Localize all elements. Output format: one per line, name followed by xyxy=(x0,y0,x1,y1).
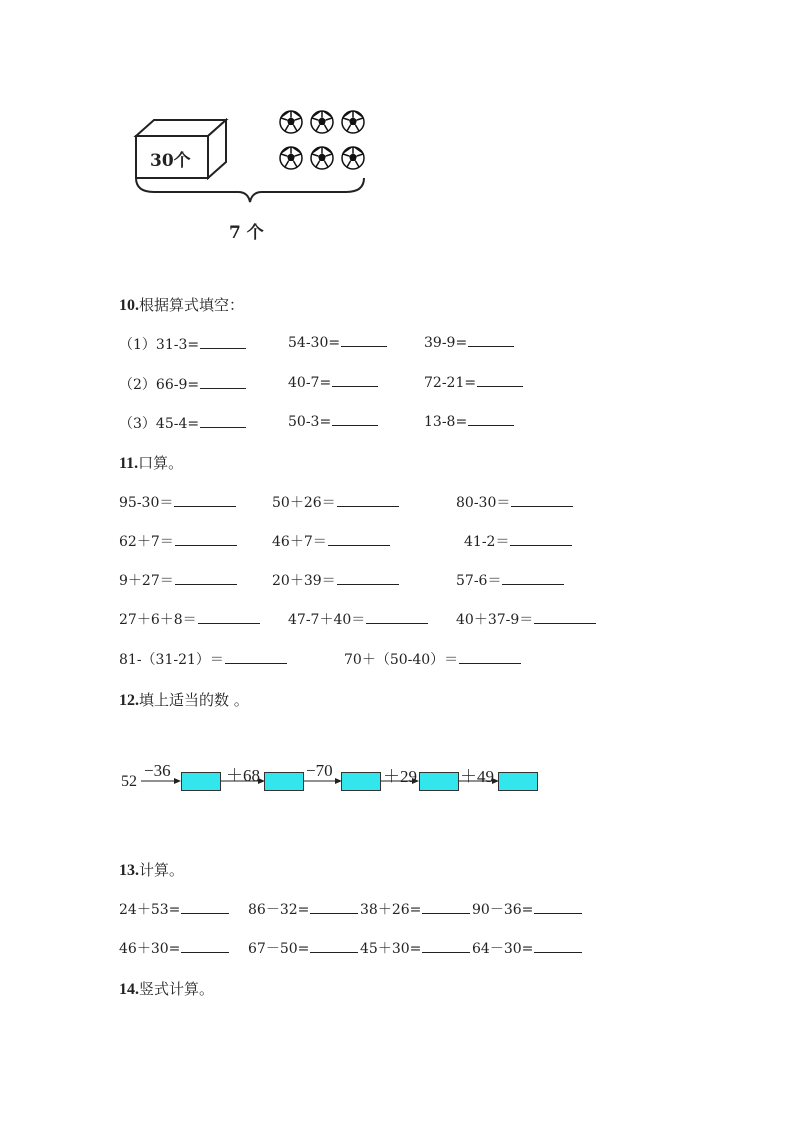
answer-blank[interactable] xyxy=(502,572,564,585)
answer-blank[interactable] xyxy=(328,533,390,546)
question-13-title xyxy=(119,859,184,880)
answer-box[interactable] xyxy=(264,772,304,791)
equation-item: 27＋6＋8＝ xyxy=(119,609,260,629)
answer-box[interactable] xyxy=(341,772,381,791)
answer-blank[interactable] xyxy=(200,415,246,428)
question-number: 12. xyxy=(119,692,139,709)
equation-item: 40-7= xyxy=(288,374,378,391)
equation-item: 54-30= xyxy=(288,334,387,351)
answer-box[interactable] xyxy=(419,772,459,791)
equation-item: 50＋26＝ xyxy=(272,492,399,512)
total-label: 7 个 xyxy=(229,223,264,243)
soccer-ball-icon xyxy=(341,146,365,170)
answer-blank[interactable] xyxy=(534,940,582,953)
soccer-ball-icon xyxy=(341,110,365,134)
answer-blank[interactable] xyxy=(468,334,514,347)
answer-blank[interactable] xyxy=(175,572,237,585)
equation-item: （2）66-9= xyxy=(119,374,246,394)
answer-blank[interactable] xyxy=(468,413,514,426)
question-14-title xyxy=(119,978,214,999)
answer-blank[interactable] xyxy=(332,413,378,426)
answer-blank[interactable] xyxy=(181,901,229,914)
answer-blank[interactable] xyxy=(459,651,521,664)
equation-item: 39-9= xyxy=(424,334,514,351)
equation-item: 90－36= xyxy=(472,899,582,919)
answer-blank[interactable] xyxy=(200,376,246,389)
curly-brace-icon xyxy=(134,176,366,206)
question-text: 填上适当的数 。 xyxy=(139,691,249,709)
answer-blank[interactable] xyxy=(534,901,582,914)
question-number: 11. xyxy=(119,455,139,472)
question-text: 竖式计算。 xyxy=(139,980,215,998)
answer-blank[interactable] xyxy=(477,374,523,387)
answer-blank[interactable] xyxy=(422,940,470,953)
answer-blank[interactable] xyxy=(310,940,358,953)
equation-item: 95-30＝ xyxy=(119,492,236,512)
answer-blank[interactable] xyxy=(511,494,573,507)
answer-blank[interactable] xyxy=(181,940,229,953)
question-11-title xyxy=(119,452,183,473)
question-number: 14. xyxy=(119,981,139,998)
equation-item: 62＋7＝ xyxy=(119,531,237,551)
equation-item: 46＋30= xyxy=(119,938,229,958)
answer-box[interactable] xyxy=(181,772,221,791)
answer-box[interactable] xyxy=(498,772,538,791)
equation-item: 13-8= xyxy=(424,413,514,430)
equation-item: 67－50= xyxy=(248,938,358,958)
equation-item: 80-30＝ xyxy=(456,492,573,512)
equation-item: 24＋53= xyxy=(119,899,229,919)
answer-blank[interactable] xyxy=(200,336,246,349)
answer-blank[interactable] xyxy=(198,611,260,624)
answer-blank[interactable] xyxy=(422,901,470,914)
answer-blank[interactable] xyxy=(225,651,287,664)
question-number: 13. xyxy=(119,862,139,879)
answer-blank[interactable] xyxy=(341,334,387,347)
equation-item: 40＋37-9＝ xyxy=(456,609,596,629)
chain-operation: ＋68 xyxy=(226,766,260,785)
answer-blank[interactable] xyxy=(337,494,399,507)
equation-item: 41-2＝ xyxy=(464,531,572,551)
equation-item: 64－30= xyxy=(472,938,582,958)
equation-item: 70＋（50-40）＝ xyxy=(344,649,521,669)
equation-item: （1）31-3= xyxy=(119,334,246,354)
answer-blank[interactable] xyxy=(332,374,378,387)
question-10-title xyxy=(119,294,244,315)
answer-blank[interactable] xyxy=(534,611,596,624)
soccer-ball-icon xyxy=(310,110,334,134)
question-number: 10. xyxy=(119,297,139,314)
soccer-ball-icon xyxy=(279,110,303,134)
equation-item: （3）45-4= xyxy=(119,413,246,433)
chain-operation: ＋49 xyxy=(460,767,494,786)
chain-operation: ＋29 xyxy=(383,767,417,786)
question-text: 计算。 xyxy=(139,861,185,879)
answer-blank[interactable] xyxy=(366,611,428,624)
box-label: 30个 xyxy=(150,151,191,171)
equation-item: 81-（31-21）＝ xyxy=(119,649,287,669)
answer-blank[interactable] xyxy=(174,494,236,507)
equation-item: 50-3= xyxy=(288,413,378,430)
chain-operation: −70 xyxy=(306,761,333,780)
equation-item: 46＋7＝ xyxy=(272,531,390,551)
equation-item: 9＋27＝ xyxy=(119,570,237,590)
answer-blank[interactable] xyxy=(510,533,572,546)
soccer-ball-icon xyxy=(310,146,334,170)
answer-blank[interactable] xyxy=(175,533,237,546)
chain-operation: −36 xyxy=(144,761,171,780)
answer-blank[interactable] xyxy=(337,572,399,585)
equation-item: 38＋26= xyxy=(360,899,470,919)
chain-start-number: 52 xyxy=(121,773,137,790)
question-text: 口算。 xyxy=(138,454,184,472)
soccer-ball-icon xyxy=(279,146,303,170)
answer-blank[interactable] xyxy=(310,901,358,914)
equation-item: 47-7＋40＝ xyxy=(288,609,428,629)
equation-item: 57-6＝ xyxy=(456,570,564,590)
equation-item: 86－32= xyxy=(248,899,358,919)
question-text: 根据算式填空： xyxy=(139,296,245,314)
question-12-title xyxy=(119,689,249,710)
equation-item: 72-21= xyxy=(424,374,523,391)
equation-item: 20＋39＝ xyxy=(272,570,399,590)
equation-item: 45＋30= xyxy=(360,938,470,958)
